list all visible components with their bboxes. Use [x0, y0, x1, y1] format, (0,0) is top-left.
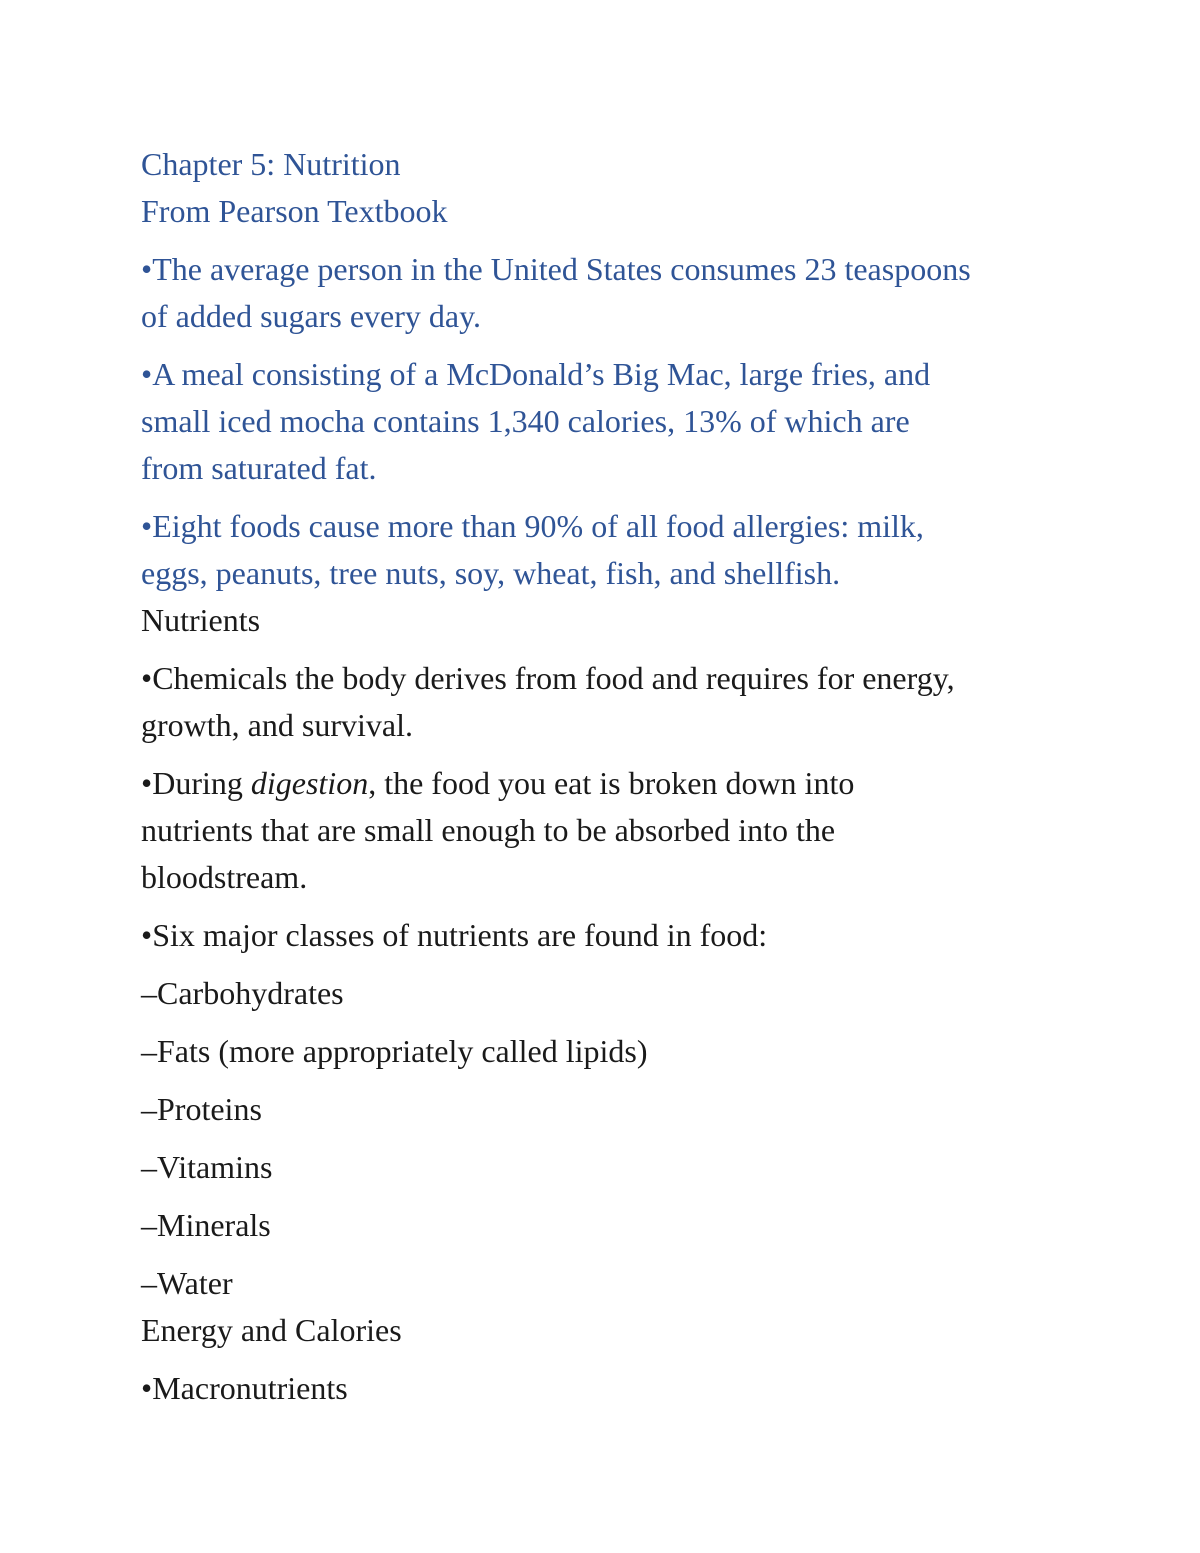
- macronutrients-bullet: •Macronutrients: [141, 1370, 348, 1406]
- fact-line: •A meal consisting of a McDonald’s Big Mac, large fries, and: [141, 356, 931, 392]
- digestion-line: nutrients that are small enough to be absorbed into the: [141, 812, 836, 848]
- fact-allergies: [141, 503, 1081, 597]
- class-item-carbohydrates: –Carbohydrates: [141, 975, 344, 1011]
- definition-line: •Chemicals the body derives from food and requires for energy,: [141, 660, 955, 696]
- digestion-line: bloodstream.: [141, 859, 308, 895]
- digestion-first-line: [141, 760, 1081, 807]
- fact-line: eggs, peanuts, tree nuts, soy, wheat, fish, and shellfish.: [141, 555, 841, 591]
- class-item-proteins: –Proteins: [141, 1091, 262, 1127]
- fact-line: from saturated fat.: [141, 450, 377, 486]
- class-item-vitamins: –Vitamins: [141, 1149, 273, 1185]
- fact-line: •The average person in the United States consumes 23 teaspoons: [141, 251, 971, 287]
- digestion-rest: , the food you eat is broken down into: [368, 765, 855, 801]
- definition-line: growth, and survival.: [141, 707, 413, 743]
- class-item-fats: –Fats (more appropriately called lipids): [141, 1033, 648, 1069]
- document-page: [141, 141, 1081, 1412]
- energy-heading: Energy and Calories: [141, 1312, 402, 1348]
- fact-line: •Eight foods cause more than 90% of all food allergies: milk,: [141, 508, 924, 544]
- fact-line: small iced mocha contains 1,340 calories, 13% of which are: [141, 403, 910, 439]
- class-item-water: –Water: [141, 1265, 233, 1301]
- digestion-term: digestion: [250, 765, 369, 801]
- digestion-bullet: [141, 760, 1081, 901]
- class-item-minerals: –Minerals: [141, 1207, 271, 1243]
- fact-meal: [141, 351, 1081, 492]
- nutrients-heading: Nutrients: [141, 602, 261, 638]
- fact-line: of added sugars every day.: [141, 298, 482, 334]
- chapter-title: Chapter 5: Nutrition: [141, 146, 401, 182]
- classes-intro: •Six major classes of nutrients are found in food:: [141, 917, 768, 953]
- fact-sugars: [141, 246, 1081, 340]
- digestion-prefix: •During: [141, 765, 251, 801]
- nutrients-definition: [141, 655, 1081, 749]
- source-line: From Pearson Textbook: [141, 193, 448, 229]
